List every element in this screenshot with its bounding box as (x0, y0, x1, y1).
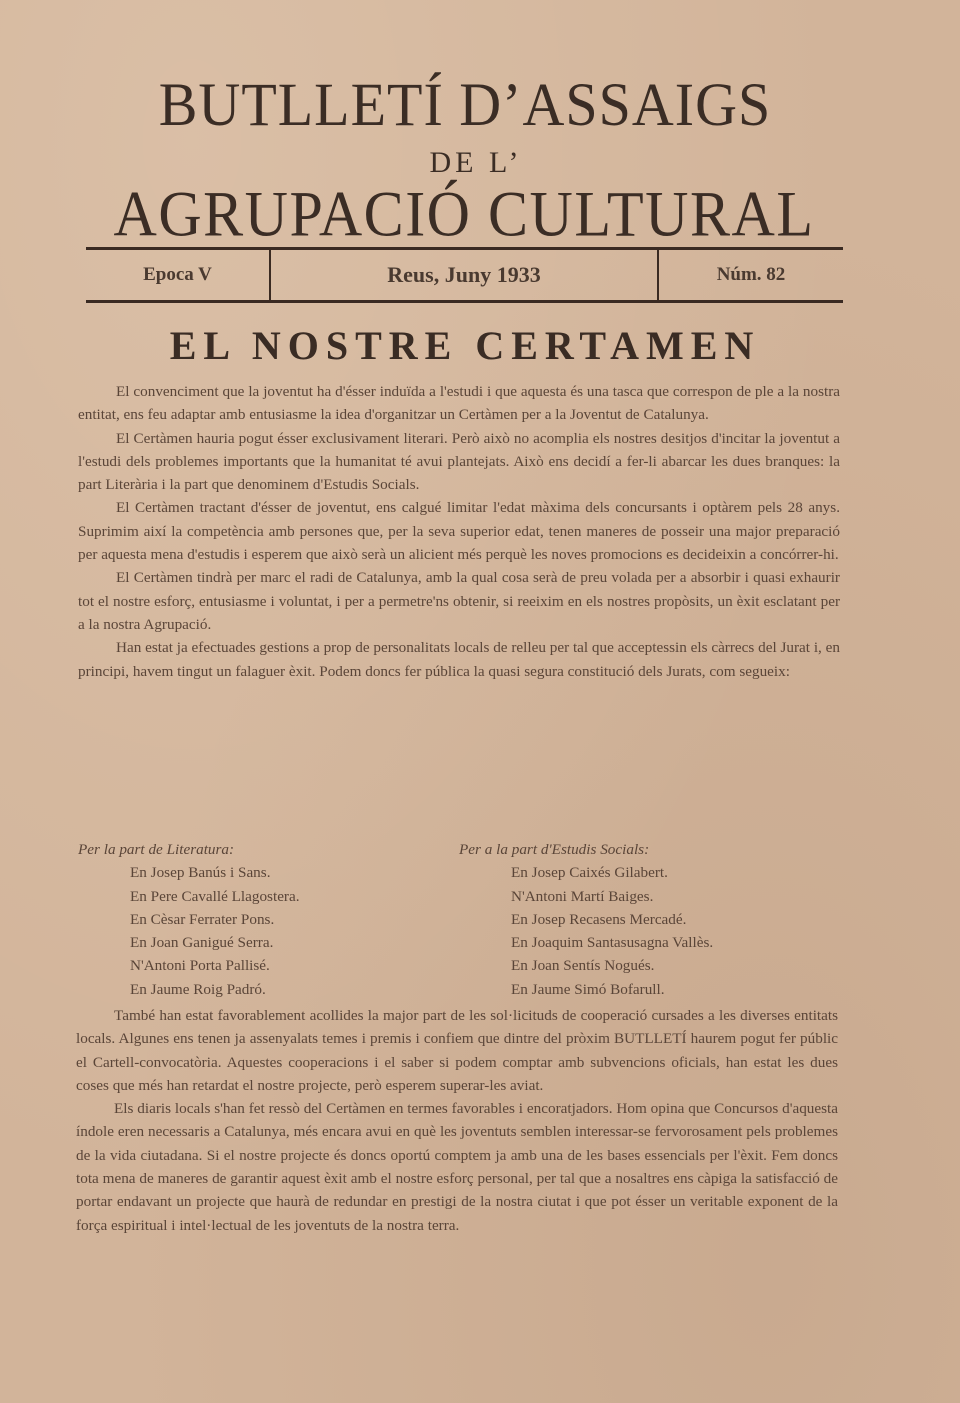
paragraph: El Certàmen hauria pogut ésser exclusivament literari. Però això no acomplia els nostres desitjos d'incitar la joventut a l'estudi dels problemes importants que la humanitat té avui plantejats. Això ens decidí a fer-li abarcar les dues branques: la part Literària i la part que denominem d'Estudis Socials. (78, 429, 840, 494)
article-body-closing (76, 1004, 838, 1237)
paragraph: El Certàmen tindrà per marc el radi de Catalunya, amb la qual cosa serà de preu volada per a absorbir i quasi exhaurir tot el nostre esforç, entusiasme i voluntat, i per a permetre'ns obtenir, si reeixim en els nostres propòsits, un èxit esclatant per a la nostra Agrupació. (78, 569, 840, 633)
jury-member: N'Antoni Porta Pallisé. (130, 957, 270, 975)
jury-literature-heading: Per la part de Literatura: (78, 841, 235, 858)
jury-member: N'Antoni Martí Baiges. (511, 887, 654, 905)
jury-member: En Joaquim Santasusagna Vallès. (511, 934, 714, 952)
paragraph: El convenciment que la joventut ha d'ésser induïda a l'estudi i que aquesta és una tasca que correspon de ple a la nostra entitat, ens feu adaptar amb entusiasme la idea d'organitzar un Certàmen per a la Joventut de Catalunya. (78, 383, 840, 424)
jury-member: En Jaume Simó Bofarull. (511, 980, 665, 998)
jury-member: En Joan Ganigué Serra. (130, 934, 274, 952)
issue-info-bar (86, 247, 843, 303)
paragraph: Els diaris locals s'han fet ressò del Certàmen en termes favorables i encoratjadors. Hom opina que Concursos d'aquesta índole eren necessaris a Catalunya, més encara avui en què les joventuts semblen interessar-se fervorosament pels problemes de la vida ciutadana. Si el nostre projecte és doncs oportú comptem ja amb una de les bases essencials per l'èxit. Fem doncs tota mena de maneres de garantir aquest èxit amb el nostre esforç personal, per tal que a nosaltres ens càpiga la satisfacció de portar endavant un projecte que haurà de redundar en prestigi de la nostra ciutat i que pot ésser un veritable exponent de la força espiritual i intel·lectual de les joventuts de la nostra terra. (76, 1100, 838, 1234)
jury-lists (78, 838, 840, 1001)
place-date-label: Reus, Juny 1933 (271, 250, 659, 300)
jury-social-studies (459, 838, 840, 1001)
jury-member: En Josep Caixés Gilabert. (511, 864, 668, 882)
jury-member: En Jaume Roig Padró. (130, 980, 266, 998)
jury-member: En Cèsar Ferrater Pons. (130, 910, 275, 928)
paragraph: El Certàmen tractant d'ésser de joventut, ens calgué limitar l'edat màxima dels concursants i optàrem pels 28 anys. Suprimim així la competència amb persones que, per la seva superior edat, tenen maneres de posseir una major preparació per aquesta mena d'estudis i esperem que això serà un alicient més perquè les noves promocions es decideixin a concórrer-hi. (78, 499, 840, 564)
epoch-label: Epoca V (86, 250, 271, 300)
masthead-title-line1: BUTLLETÍ D’ASSAIGS (158, 70, 772, 139)
jury-literature (78, 838, 459, 1001)
article-title: EL NOSTRE CERTAMEN (169, 323, 761, 368)
issue-number-label: Núm. 82 (716, 264, 786, 285)
paragraph: Han estat ja efectuades gestions a prop de personalitats locals de relleu per tal que acceptessin els càrrecs del Jurat i, en principi, havem tingut un falaguer èxit. Podem doncs fer pública la quasi segura constitució dels Jurats, com segueix: (78, 639, 840, 680)
jury-member: En Pere Cavallé Llagostera. (130, 887, 300, 905)
jury-member: En Josep Banús i Sans. (130, 864, 271, 882)
article-body-intro (78, 380, 840, 683)
jury-social-studies-heading: Per a la part d'Estudis Socials: (459, 841, 650, 858)
paragraph: També han estat favorablement acollides la major part de les sol·licituds de cooperació cursades a les diverses entitats locals. Algunes ens tenen ja assenyalats temes i premis i confiem que dintre del pròxim BUTLLETÍ haurem pogut fer públic el Cartell-convocatòria. Aquestes cooperacions i el saber si podem comptar amb subvencions oficials, han estat les dues coses que més han retardat el nostre projecte, però esperem superar-les aviat. (76, 1007, 838, 1094)
jury-member: En Joan Sentís Nogués. (511, 957, 655, 975)
jury-member: En Josep Recasens Mercadé. (511, 910, 687, 928)
masthead-title-line2: DE L’ (429, 146, 523, 179)
masthead-title-line3: AGRUPACIÓ CULTURAL (113, 178, 815, 250)
